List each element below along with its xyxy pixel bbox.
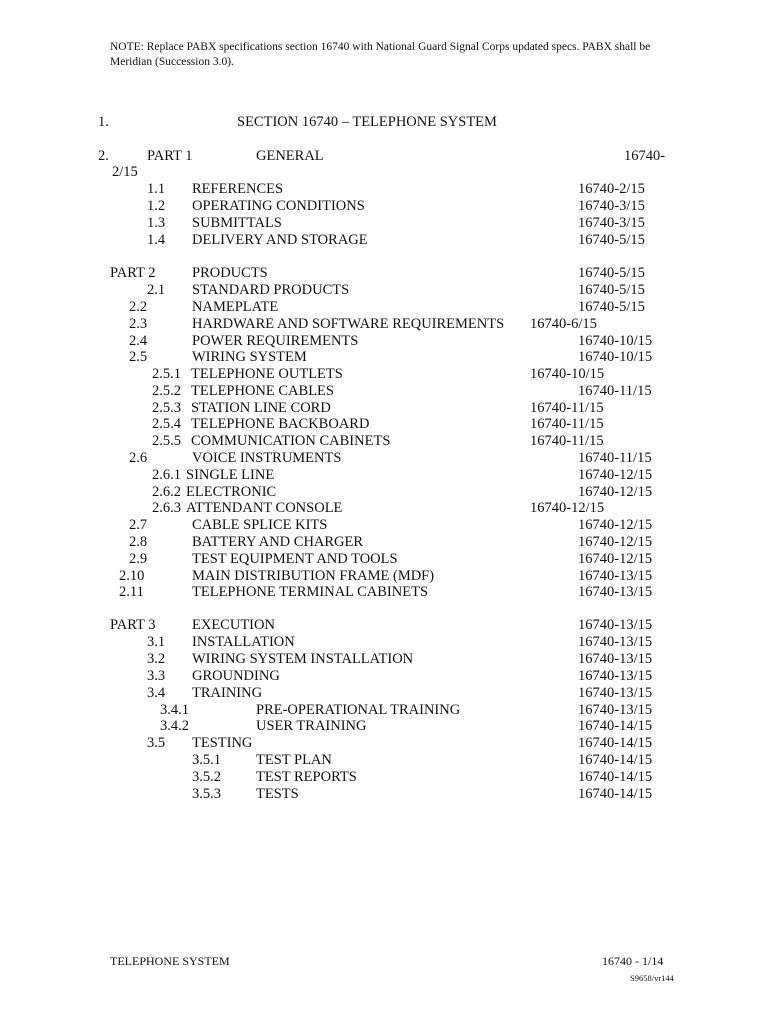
- toc-item-page: 16740-5/15: [578, 232, 645, 248]
- toc-item-page: 16740-13/15: [578, 634, 653, 650]
- toc-item-title: TELEPHONE TERMINAL CABINETS: [192, 584, 429, 600]
- toc-item-title: TEST REPORTS: [256, 769, 357, 785]
- toc-item-number: 2.1: [147, 282, 166, 298]
- toc-item-page: 16740-13/15: [578, 668, 653, 684]
- part1-number: 2.: [98, 148, 109, 164]
- toc-item-page: 16740-14/15: [578, 786, 653, 802]
- toc-item-number: 2.5.5: [152, 433, 181, 449]
- toc-item-number: 3.5: [147, 735, 166, 751]
- toc-item-number: PART 3: [110, 617, 156, 633]
- toc-item-page: 16740-3/15: [578, 215, 645, 231]
- toc-item-page: 16740-5/15: [578, 282, 645, 298]
- toc-item-title: GROUNDING: [192, 668, 280, 684]
- toc-item-title: TESTING: [192, 735, 253, 751]
- toc-item-number: 2.11: [119, 584, 144, 600]
- toc-item-title: NAMEPLATE: [192, 299, 279, 315]
- toc-item-page: 16740-10/15: [578, 333, 653, 349]
- part1-title: GENERAL: [256, 148, 324, 164]
- toc-item-title: TEST PLAN: [256, 752, 332, 768]
- toc-item-page: 16740-12/15: [578, 551, 653, 567]
- part1-page: 16740-: [624, 148, 666, 164]
- toc-item-number: 2.6: [129, 450, 148, 466]
- toc-item-page: 16740-14/15: [578, 735, 653, 751]
- toc-item-title: STANDARD PRODUCTS: [192, 282, 350, 298]
- toc-item-page: 16740-5/15: [578, 299, 645, 315]
- toc-item-number: 1.4: [147, 232, 166, 248]
- toc-item-title: MAIN DISTRIBUTION FRAME (MDF): [192, 568, 435, 584]
- toc-item-number: 3.5.1: [192, 752, 221, 768]
- toc-item-page: 16740-5/15: [578, 265, 645, 281]
- toc-item-number: PART 2: [110, 265, 156, 281]
- toc-item-page: 16740-11/15: [530, 416, 604, 432]
- toc-item-title: POWER REQUIREMENTS: [192, 333, 359, 349]
- toc-item-number: 2.9: [129, 551, 148, 567]
- toc-item-title: USER TRAINING: [256, 718, 367, 734]
- toc-item-title: INSTALLATION: [192, 634, 295, 650]
- footer-title: TELEPHONE SYSTEM: [110, 954, 230, 968]
- toc-item-page: 16740-14/15: [578, 769, 653, 785]
- toc-item-title: TRAINING: [192, 685, 263, 701]
- toc-item-page: 16740-11/15: [578, 383, 652, 399]
- toc-item-number: 2.6.1: [152, 467, 181, 483]
- toc-item-page: 16740-14/15: [578, 718, 653, 734]
- toc-item-page: 16740-6/15: [530, 316, 597, 332]
- toc-item-number: 2.2: [129, 299, 148, 315]
- toc-item-number: 3.2: [147, 651, 166, 667]
- toc-item-title: HARDWARE AND SOFTWARE REQUIREMENTS: [192, 316, 505, 332]
- toc-item-page: 16740-12/15: [578, 467, 653, 483]
- toc-item-number: 3.5.2: [192, 769, 221, 785]
- toc-item-title: TELEPHONE CABLES: [191, 383, 334, 399]
- toc-item-number: 2.7: [129, 517, 148, 533]
- toc-item-page: 16740-12/15: [578, 484, 653, 500]
- toc-item-page: 16740-13/15: [578, 702, 653, 718]
- part1-page-wrap: 2/15: [112, 164, 138, 180]
- toc-item-number: 1.2: [147, 198, 166, 214]
- section-title: SECTION 16740 – TELEPHONE SYSTEM: [237, 114, 497, 130]
- toc-item-number: 2.5: [129, 349, 148, 365]
- toc-item-page: 16740-11/15: [530, 433, 604, 449]
- toc-item-number: 1.1: [147, 181, 166, 197]
- toc-item-title: TELEPHONE BACKBOARD: [191, 416, 370, 432]
- toc-item-title: REFERENCES: [192, 181, 284, 197]
- toc-item-title: SUBMITTALS: [192, 215, 282, 231]
- toc-item-page: 16740-13/15: [578, 568, 653, 584]
- toc-item-number: 2.5.4: [152, 416, 181, 432]
- toc-item-number: 3.3: [147, 668, 166, 684]
- toc-item-title: OPERATING CONDITIONS: [192, 198, 365, 214]
- toc-item-number: 3.4.1: [160, 702, 189, 718]
- toc-item-title: STATION LINE CORD: [191, 400, 331, 416]
- toc-item-number: 2.8: [129, 534, 148, 550]
- toc-item-title: WIRING SYSTEM INSTALLATION: [192, 651, 414, 667]
- toc-item-number: 1.3: [147, 215, 166, 231]
- toc-item-page: 16740-10/15: [578, 349, 653, 365]
- toc-item-number: 2.6.2: [152, 484, 181, 500]
- part1-label: PART 1: [147, 148, 193, 164]
- toc-item-title: EXECUTION: [192, 617, 275, 633]
- toc-item-number: 2.5.2: [152, 383, 181, 399]
- toc-item-title: BATTERY AND CHARGER: [192, 534, 364, 550]
- toc-item-page: 16740-11/15: [578, 450, 652, 466]
- toc-item-page: 16740-13/15: [578, 651, 653, 667]
- toc-item-page: 16740-14/15: [578, 752, 653, 768]
- toc-item-number: 2.10: [119, 568, 145, 584]
- toc-item-page: 16740-13/15: [578, 584, 653, 600]
- toc-item-title: WIRING SYSTEM: [192, 349, 307, 365]
- toc-item-title: VOICE INSTRUMENTS: [192, 450, 342, 466]
- toc-item-number: 2.5.3: [152, 400, 181, 416]
- toc-item-page: 16740-12/15: [578, 534, 653, 550]
- toc-item-number: 3.5.3: [192, 786, 221, 802]
- toc-item-page: 16740-10/15: [530, 366, 605, 382]
- toc-item-title: CABLE SPLICE KITS: [192, 517, 328, 533]
- toc-item-title: TESTS: [256, 786, 299, 802]
- toc-item-page: 16740-3/15: [578, 198, 645, 214]
- toc-item-page: 16740-12/15: [530, 500, 605, 516]
- toc-item-title: SINGLE LINE: [186, 467, 275, 483]
- toc-item-number: 2.4: [129, 333, 148, 349]
- toc-item-number: 2.5.1: [152, 366, 181, 382]
- footer-page: 16740 - 1/14: [602, 954, 664, 968]
- toc-item-title: DELIVERY AND STORAGE: [192, 232, 368, 248]
- toc-item-number: 2.6.3: [152, 500, 181, 516]
- footer-code: S9658/vr144: [630, 973, 674, 983]
- toc-item-page: 16740-13/15: [578, 685, 653, 701]
- toc-item-title: PRE-OPERATIONAL TRAINING: [256, 702, 461, 718]
- toc-item-title: TEST EQUIPMENT AND TOOLS: [192, 551, 398, 567]
- toc-item-title: PRODUCTS: [192, 265, 268, 281]
- note: NOTE: Replace PABX specifications section 16740 with National Guard Signal Corps updated specs. PABX shall be Meridian (Succession 3.0).: [110, 41, 651, 68]
- toc-item-page: 16740-11/15: [530, 400, 604, 416]
- toc-item-page: 16740-13/15: [578, 617, 653, 633]
- toc-item-number: 3.1: [147, 634, 166, 650]
- section-number: 1.: [98, 114, 109, 130]
- toc-item-title: COMMUNICATION CABINETS: [191, 433, 391, 449]
- toc-item-title: TELEPHONE OUTLETS: [191, 366, 343, 382]
- toc-item-number: 3.4: [147, 685, 166, 701]
- toc-item-title: ELECTRONIC: [186, 484, 277, 500]
- toc-item-title: ATTENDANT CONSOLE: [186, 500, 343, 516]
- toc-item-page: 16740-2/15: [578, 181, 645, 197]
- toc-item-number: 2.3: [129, 316, 148, 332]
- toc-item-page: 16740-12/15: [578, 517, 653, 533]
- toc-item-number: 3.4.2: [160, 718, 189, 734]
